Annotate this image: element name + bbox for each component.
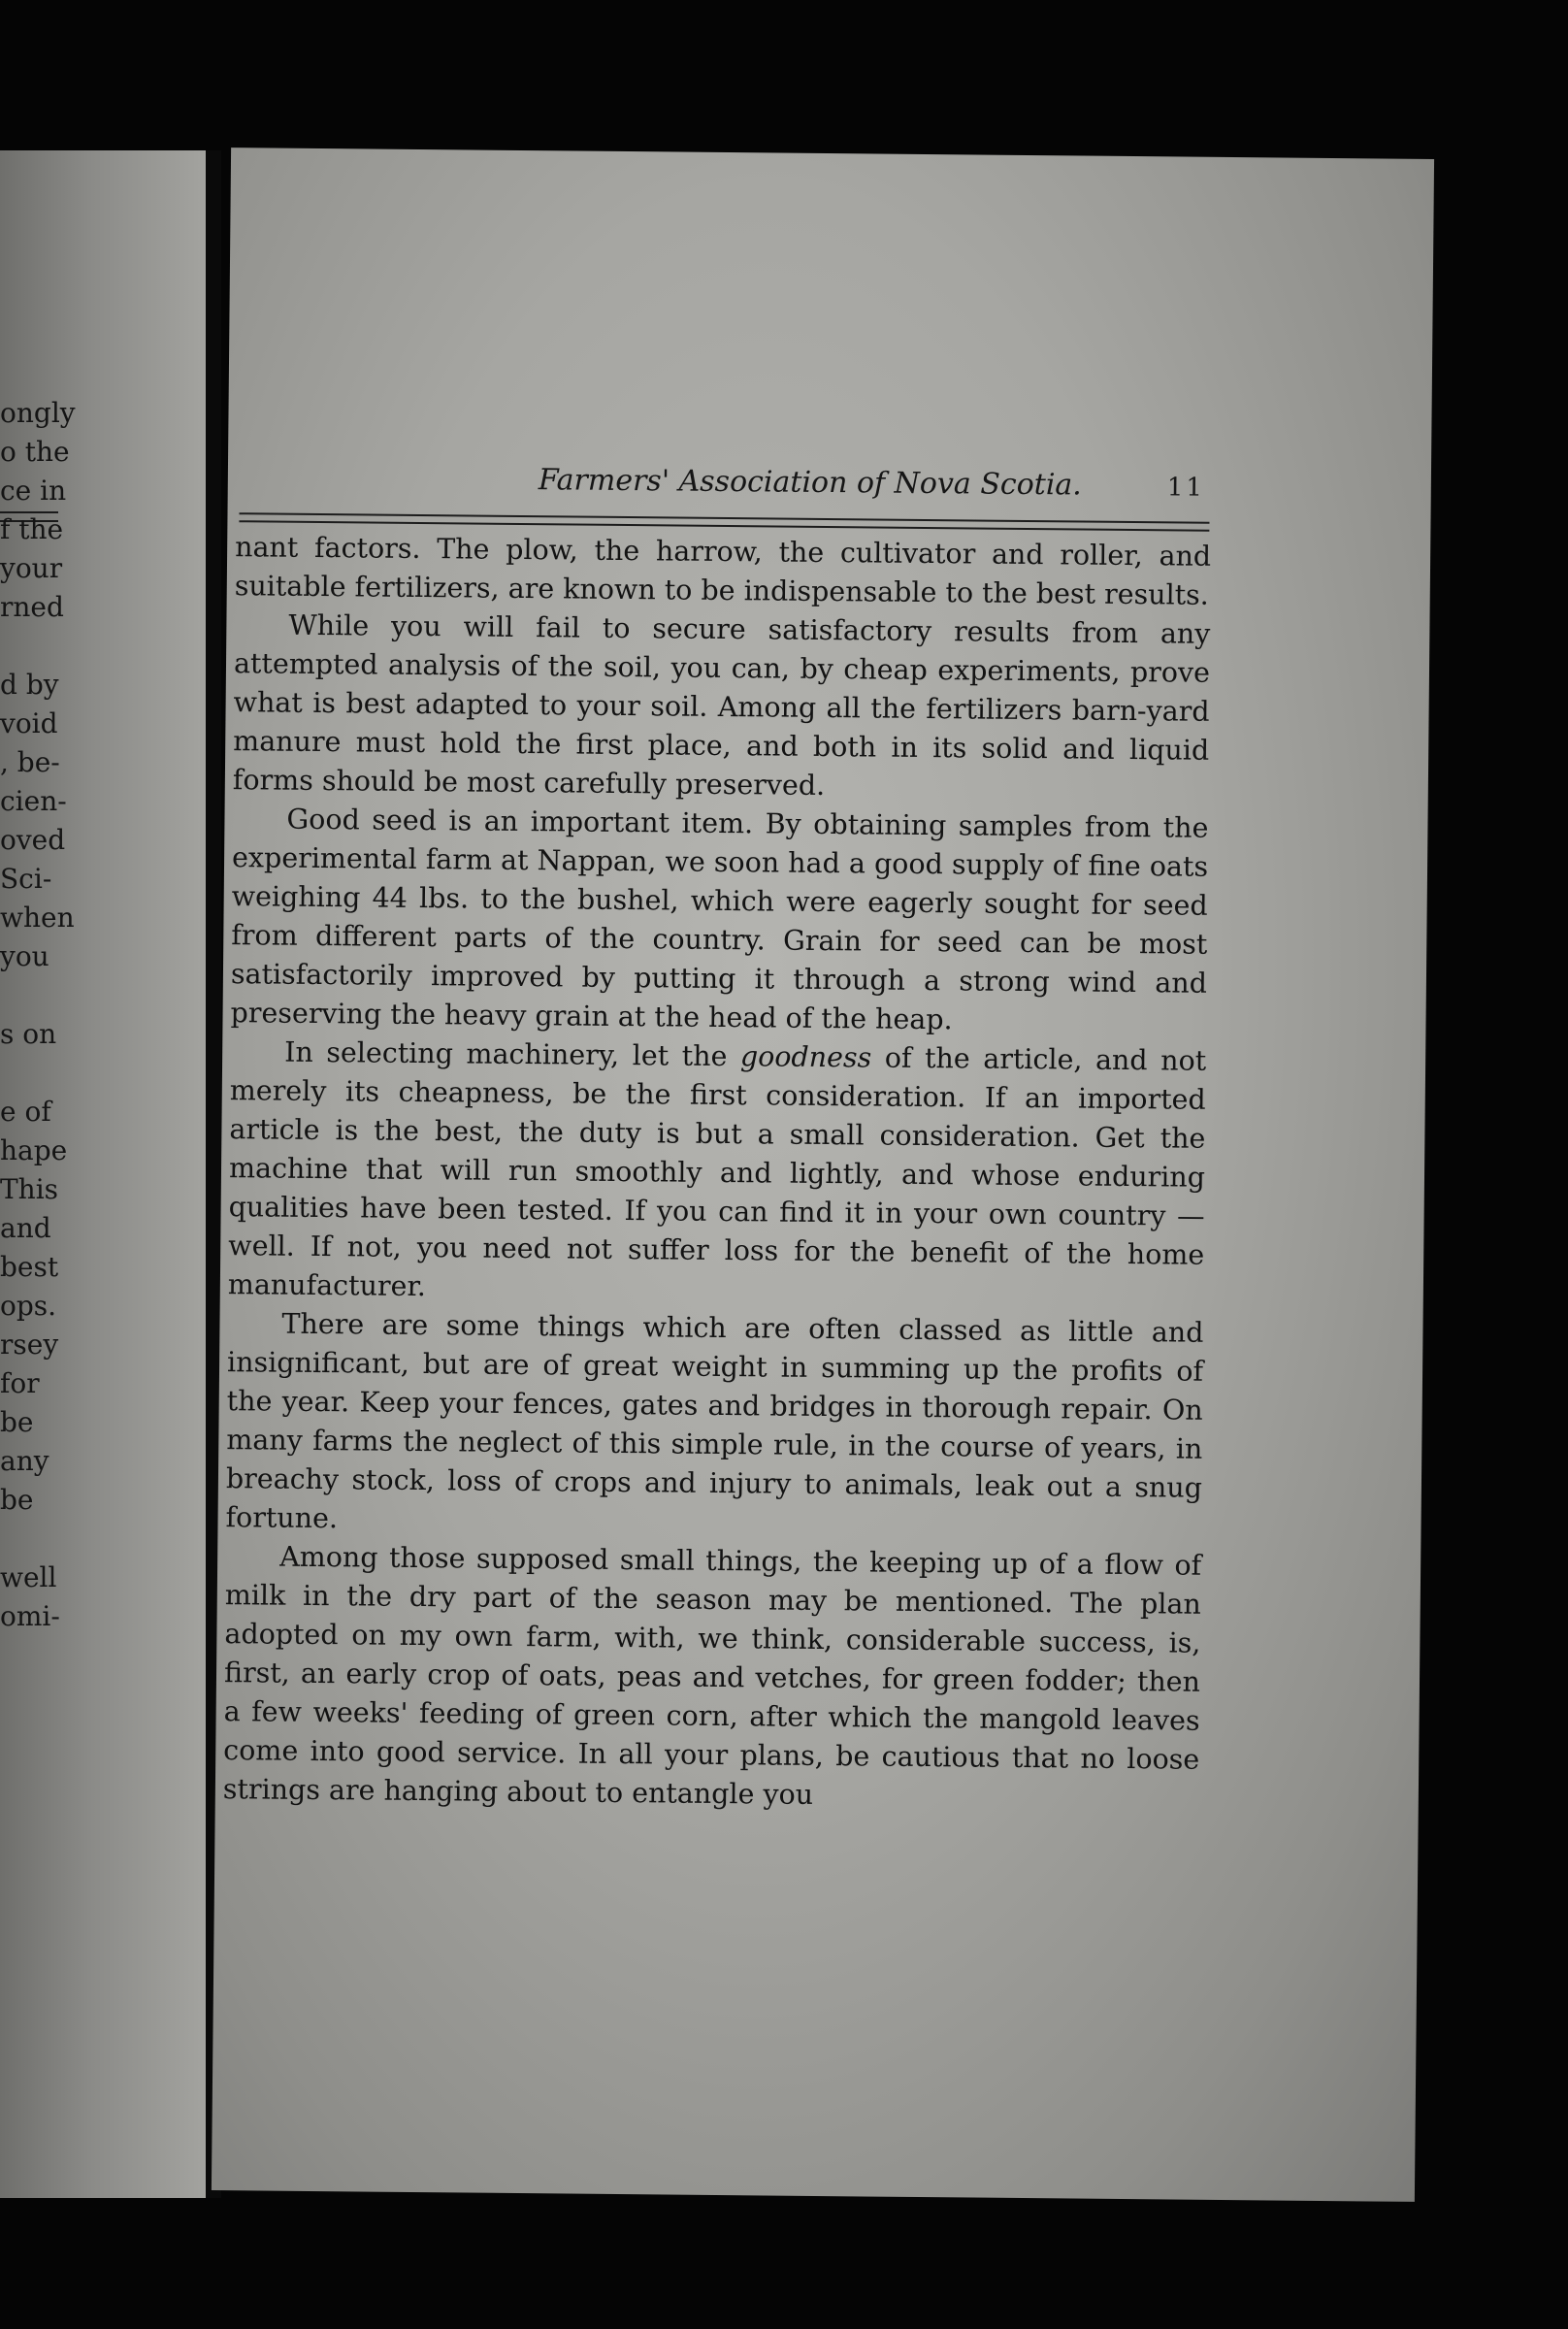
left-page-line: be — [0, 1406, 34, 1438]
paragraph-5: There are some things which are often classed as little and insignificant, but are of great weight in summing up the profits of the year. Keep your fences, gates and bridges in thorough repair. On many farms the neglect of this simple rule, in the course of years, in breachy stock, loss of crops and injury to animals, leak out a snug fortune. — [225, 1307, 1204, 1535]
book-page — [212, 148, 1434, 2202]
left-page-line: omi- — [0, 1600, 60, 1632]
page-number: 11 — [1166, 473, 1206, 503]
left-page-line: e of — [0, 1096, 51, 1128]
left-page-line: be — [0, 1484, 34, 1516]
left-page-line: for — [0, 1367, 40, 1399]
left-page-line: your — [0, 552, 63, 584]
paragraph-4-italic: goodness — [739, 1040, 872, 1074]
paragraph-3: Good seed is an important item. By obtaining samples from the experimental farm at Nappan, we soon had a good supply of fine oats weighing 44 lbs. to the bushel, which were eagerly sought for seed from different parts of the country. Grain for seed can be most satisfactorily improved by putting it through a strong wind and preserving the heavy grain at the head of the heap. — [230, 803, 1209, 1036]
left-page-line: ongly — [0, 397, 76, 429]
left-page-line: rsey — [0, 1329, 59, 1361]
left-page-line: oved — [0, 824, 66, 856]
left-page-line: rned — [0, 591, 64, 623]
left-page-line: o the — [0, 436, 70, 468]
left-page-line: s on — [0, 1018, 57, 1050]
left-page-line: you — [0, 940, 49, 972]
left-facing-page — [0, 150, 206, 2198]
left-page-line: cien- — [0, 785, 67, 817]
left-page-line: d by — [0, 669, 59, 701]
left-page-line: ops. — [0, 1290, 57, 1322]
left-page-line: void — [0, 707, 58, 739]
left-page-line: This — [0, 1173, 59, 1205]
page-header — [228, 460, 1431, 510]
left-page-line: hape — [0, 1134, 68, 1166]
running-head: Farmers' Association of Nova Scotia. — [538, 463, 1082, 503]
left-page-line: and — [0, 1212, 51, 1244]
left-page-line: f the — [0, 513, 64, 545]
paragraph-4-before: In selecting machinery, let the — [284, 1035, 741, 1073]
paragraph-1: nant factors. The plow, the harrow, the cultivator and roller, and suitable fertilizers, are known to be indispensable to the best results. — [234, 531, 1212, 611]
paragraph-4 — [228, 1033, 1207, 1314]
left-page-line: ce in — [0, 475, 67, 507]
left-page-line: well — [0, 1561, 57, 1593]
paragraph-2: While you will fail to secure satisfactory results from any attempted analysis of the soil, you can, by cheap experiments, prove what is best adapted to your soil. Among all the fertilizers barn-yard manure must hold the first place, and both in its solid and liquid forms should be most carefully preserved. — [232, 608, 1211, 803]
left-page-line: , be- — [0, 746, 60, 778]
left-page-line: any — [0, 1445, 49, 1477]
left-page-line: Sci- — [0, 863, 52, 895]
left-page-line: best — [0, 1251, 59, 1283]
body-text — [223, 528, 1212, 1819]
paragraph-6: Among those supposed small things, the keeping up of a flow of milk in the dry part of the season may be mentioned. The plan adopted on my own farm, with, we think, considerable success, is, first, an early crop of oats, peas and vetches, for green fodder; then a few weeks' feeding of green corn, after which the mangold leaves come into good service. In all your plans, be cautious that no loose strings are hanging about to entangle you — [222, 1540, 1202, 1811]
left-page-line: when — [0, 902, 75, 934]
paragraph-4-after: of the article, and not merely its cheapness, be the first consideration. If an imported article is the best, the duty is but a small consideration. Get the machine that will run smoothly and lightly, and whose enduring qualities have been tested. If you can find it in your own country —well. If not, you need not suffer loss for the benefit of the home manufacturer. — [227, 1041, 1207, 1303]
